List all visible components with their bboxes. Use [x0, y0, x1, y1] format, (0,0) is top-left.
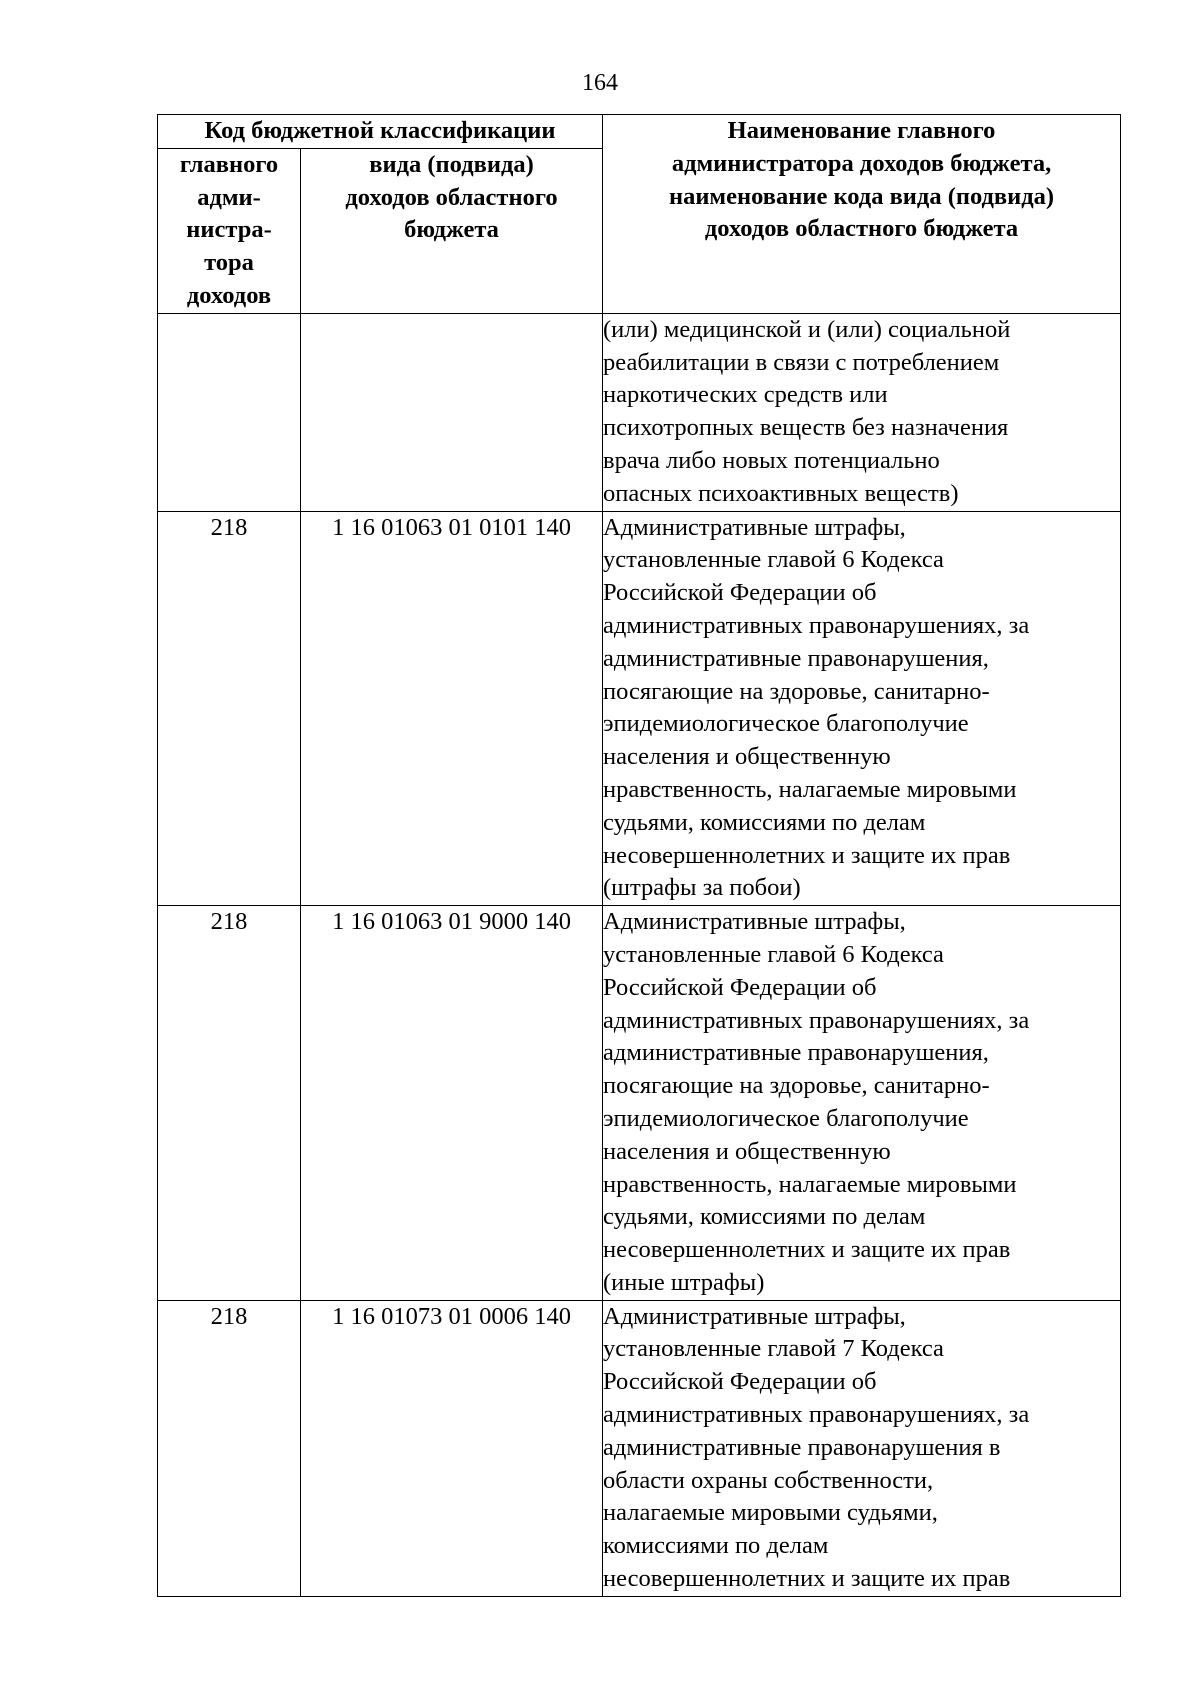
- header-name-column: [603, 115, 1121, 314]
- name-line: нравственность, налагаемые мировыми: [603, 775, 1017, 803]
- header-admin-line: доходов: [186, 281, 272, 309]
- header-code-line: бюджета: [404, 216, 499, 244]
- income-name-cell: [603, 313, 1121, 511]
- income-code-cell: 1 16 01073 01 0006 140: [301, 1300, 603, 1596]
- name-line: опасных психоактивных веществ): [603, 479, 959, 507]
- name-line: посягающие на здоровье, санитарно-: [603, 677, 990, 705]
- header-code-column: [301, 148, 603, 313]
- name-line: (штрафы за побои): [603, 874, 801, 902]
- name-line: Российской Федерации об: [603, 1368, 877, 1396]
- income-name-cell: [603, 1300, 1121, 1596]
- header-name-line: доходов областного бюджета: [704, 215, 1019, 243]
- name-line: несовершеннолетних и защите их прав: [603, 1565, 1011, 1593]
- admin-code-cell: [158, 313, 301, 511]
- header-group-label: Код бюджетной классификации: [158, 115, 603, 149]
- admin-code-cell: 218: [158, 511, 301, 906]
- name-line: населения и общественную: [603, 1137, 891, 1165]
- header-name-line: администратора доходов бюджета,: [671, 149, 1052, 177]
- admin-code-cell: 218: [158, 906, 301, 1301]
- name-line: врача либо новых потенциально: [603, 446, 940, 474]
- name-line: судьями, комиссиями по делам: [603, 1203, 926, 1231]
- income-code-cell: 1 16 01063 01 9000 140: [301, 906, 603, 1301]
- name-line: несовершеннолетних и защите их прав: [603, 841, 1011, 869]
- name-line: административных правонарушениях, за: [603, 1401, 1030, 1429]
- name-line: Российской Федерации об: [603, 973, 877, 1001]
- name-line: установленные главой 6 Кодекса: [603, 940, 944, 968]
- header-admin-line: нистра-: [186, 216, 272, 244]
- name-line: Административные штрафы,: [603, 513, 906, 541]
- table-row: [158, 1300, 1121, 1596]
- name-line: административных правонарушениях, за: [603, 1006, 1030, 1034]
- name-line: населения и общественную: [603, 743, 891, 771]
- name-line: эпидемиологическое благополучие: [603, 1104, 969, 1132]
- name-line: психотропных веществ без назначения: [603, 414, 1009, 442]
- table-row: [158, 511, 1121, 906]
- name-line: реабилитации в связи с потреблением: [603, 348, 1000, 376]
- name-line: налагаемые мировыми судьями,: [603, 1499, 938, 1527]
- name-line: (иные штрафы): [603, 1268, 765, 1296]
- header-admin-column: [158, 148, 301, 313]
- name-line: посягающие на здоровье, санитарно-: [603, 1072, 990, 1100]
- name-line: области охраны собственности,: [603, 1466, 934, 1494]
- name-line: нравственность, налагаемые мировыми: [603, 1170, 1017, 1198]
- name-line: административные правонарушения,: [603, 1039, 989, 1067]
- page-number: 164: [582, 70, 618, 96]
- table-row: [158, 906, 1121, 1301]
- income-name-cell: [603, 906, 1121, 1301]
- header-admin-line: адми-: [197, 183, 261, 211]
- name-line: Административные штрафы,: [603, 1302, 906, 1330]
- header-admin-line: главного: [179, 150, 279, 178]
- header-admin-line: тора: [204, 249, 254, 277]
- name-line: эпидемиологическое благополучие: [603, 710, 969, 738]
- header-code-line: вида (подвида): [369, 150, 534, 178]
- header-name-line: Наименование главного: [727, 117, 996, 144]
- name-line: административные правонарушения,: [603, 644, 989, 672]
- income-name-cell: [603, 511, 1121, 906]
- income-code-cell: [301, 313, 603, 511]
- name-line: несовершеннолетних и защите их прав: [603, 1236, 1011, 1264]
- table-row: [158, 313, 1121, 511]
- name-line: административные правонарушения в: [603, 1433, 1001, 1461]
- header-code-line: доходов областного: [345, 183, 558, 211]
- name-line: Административные штрафы,: [603, 908, 906, 936]
- name-line: Российской Федерации об: [603, 579, 877, 607]
- name-line: комиссиями по делам: [603, 1532, 829, 1560]
- header-name-line: наименование кода вида (подвида): [668, 182, 1055, 210]
- name-line: установленные главой 7 Кодекса: [603, 1335, 944, 1363]
- name-line: установленные главой 6 Кодекса: [603, 546, 944, 574]
- budget-classification-table: [157, 114, 1121, 1597]
- name-line: наркотических средств или: [603, 381, 888, 409]
- name-line: (или) медицинской и (или) социальной: [603, 315, 1011, 343]
- name-line: судьями, комиссиями по делам: [603, 808, 926, 836]
- income-code-cell: 1 16 01063 01 0101 140: [301, 511, 603, 906]
- name-line: административных правонарушениях, за: [603, 611, 1030, 639]
- admin-code-cell: 218: [158, 1300, 301, 1596]
